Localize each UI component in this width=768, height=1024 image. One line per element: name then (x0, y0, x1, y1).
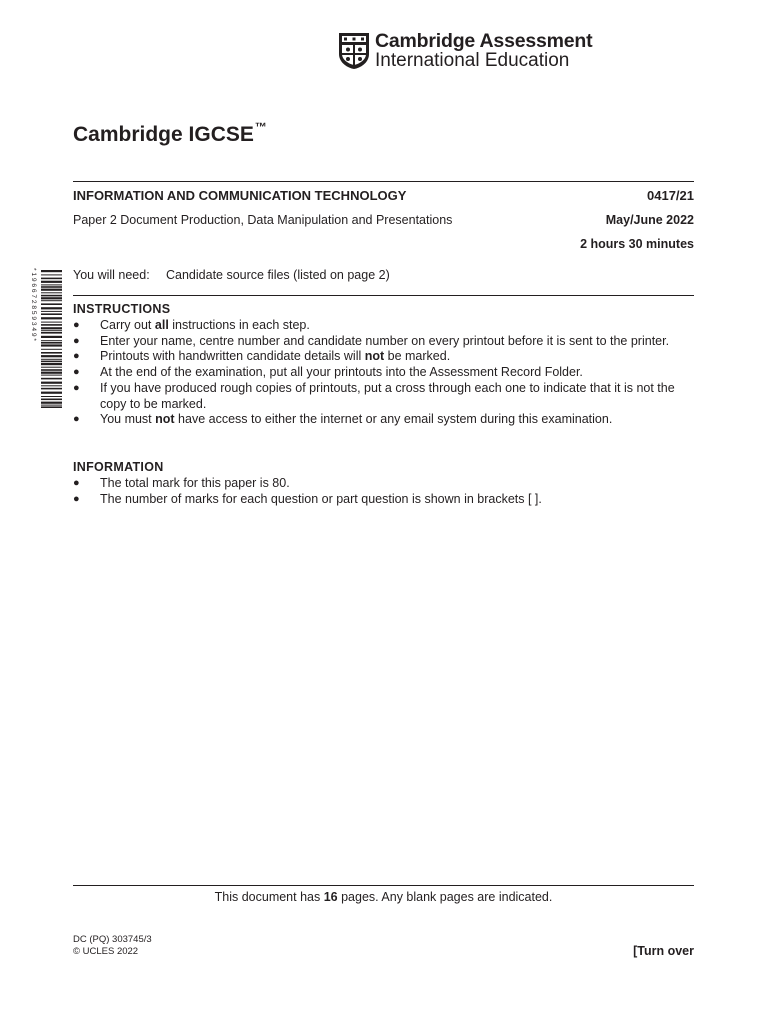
barcode-bar (41, 340, 62, 341)
barcode-bar (41, 405, 62, 406)
barcode-bar (41, 385, 62, 386)
exam-session: May/June 2022 (605, 213, 694, 227)
barcode-bar (41, 399, 62, 401)
barcode-bar (41, 342, 62, 344)
barcode-bar (41, 402, 62, 404)
information-item (73, 492, 698, 508)
bullet-icon: ● (73, 381, 80, 394)
instructions-item-text-end: have access to either the internet or any email system during this examination. (174, 412, 613, 427)
barcode-bar (41, 270, 62, 272)
requirements-label: You will need: (73, 268, 150, 282)
instructions-item (73, 349, 698, 365)
barcode-bar (41, 388, 62, 390)
barcode-bar (41, 311, 62, 312)
page-count-prefix: This document has (214, 890, 324, 904)
bullet-icon: ● (73, 334, 80, 347)
barcode-bar (41, 300, 62, 301)
barcode-bar (41, 392, 62, 394)
barcode-bar (41, 378, 62, 380)
barcode-bar (41, 361, 62, 363)
barcode-bar (41, 369, 62, 371)
instructions-item-text: Carry out (100, 318, 155, 332)
barcode-bar (41, 317, 62, 319)
barcode-bar (41, 367, 62, 368)
qualification-title (73, 122, 267, 147)
document-code: DC (PQ) 303745/3 (73, 934, 152, 945)
bullet-icon: ● (73, 413, 80, 426)
barcode-bar (41, 297, 62, 299)
information-item (73, 476, 698, 492)
logo-text-line2: International Education (375, 50, 570, 71)
barcode-bar (41, 313, 62, 315)
barcode-bar (41, 295, 62, 297)
barcode-bar (41, 284, 62, 285)
requirements-value: Candidate source files (listed on page 2) (166, 268, 390, 282)
instructions-item-text: You must (100, 412, 156, 427)
instructions-item-text-end: instructions in each step. (168, 318, 310, 332)
copyright-notice: © UCLES 2022 (73, 946, 139, 957)
instructions-item (73, 334, 698, 350)
information-item-text: The total mark for this paper is 80. (100, 476, 290, 490)
instructions-item-emphasis: all (154, 318, 169, 332)
barcode-bar (41, 330, 62, 331)
barcode-bar (41, 352, 62, 354)
page-count-suffix: pages. Any blank pages are indicated. (337, 890, 553, 904)
bullet-icon: ● (73, 319, 80, 331)
barcode-bar (41, 349, 62, 350)
barcode-bar (41, 307, 62, 309)
instructions-item-text: Printouts with handwritten candidate details will (100, 349, 365, 364)
barcode-bar (41, 278, 62, 280)
barcode-bar (41, 382, 62, 384)
information-heading: INFORMATION (73, 460, 164, 474)
barcode-bar (41, 286, 62, 288)
instructions-item (73, 412, 698, 428)
barcode-bar (41, 281, 62, 283)
instructions-item-text-end: be marked. (384, 349, 451, 364)
instructions-item-emphasis: not (364, 349, 385, 364)
instructions-item (73, 318, 698, 334)
cambridge-assessment-logo (338, 30, 593, 71)
bullet-icon: ● (73, 366, 80, 379)
page-count-number: 16 (323, 890, 338, 904)
barcode-bar (41, 292, 62, 293)
instructions-item (73, 365, 698, 381)
exam-duration: 2 hours 30 minutes (580, 237, 694, 251)
requirements-divider (73, 295, 694, 296)
instructions-item (73, 381, 698, 412)
barcode-bar (41, 303, 62, 305)
turn-over-label: [Turn over (633, 944, 694, 958)
barcode-bar (41, 363, 62, 365)
barcode-bar (41, 372, 62, 374)
barcode-bar (41, 396, 62, 397)
page-count-note (73, 890, 694, 904)
instructions-item-emphasis: not (155, 412, 175, 427)
paper-title: Paper 2 Document Production, Data Manipulation and Presentations (73, 213, 453, 227)
qualification-name: Cambridge IGCSE (73, 123, 254, 146)
subject-title: INFORMATION AND COMMUNICATION TECHNOLOGY (73, 188, 407, 203)
instructions-item-text: At the end of the examination, put all your printouts into the Assessment Record Folder. (100, 365, 583, 380)
barcode-bar (41, 324, 62, 326)
barcode-bar (41, 406, 62, 408)
information-item-text: The number of marks for each question or part question is shown in brackets [ ]. (100, 491, 542, 506)
bullet-icon: ● (73, 477, 80, 489)
instructions-list (73, 318, 698, 428)
bullet-icon: ● (73, 350, 80, 363)
barcode-bar (41, 274, 62, 275)
trademark-symbol: ™ (254, 120, 267, 134)
information-list (73, 476, 698, 507)
logo-text-line1: Cambridge Assessment (375, 30, 593, 52)
instructions-item-text: If you have produced rough copies of printouts, put a cross through each one to indicate that it is not the copy to be marked. (100, 380, 675, 411)
barcode-bar (41, 336, 62, 338)
barcode-bar (41, 355, 62, 357)
barcode-bar (41, 332, 62, 334)
header-divider (73, 181, 694, 182)
instructions-item-text: Enter your name, centre number and candidate number on every printout before it is sent to the printer. (100, 333, 670, 348)
candidate-barcode (29, 268, 63, 412)
barcode-bar (41, 322, 62, 323)
cambridge-shield-icon (338, 32, 370, 70)
bullet-icon: ● (73, 492, 80, 505)
paper-code: 0417/21 (647, 188, 694, 203)
instructions-heading: INSTRUCTIONS (73, 302, 171, 316)
barcode-bar (41, 289, 62, 291)
barcode-bar (41, 375, 62, 376)
barcode-bar (41, 344, 62, 346)
footer-divider (73, 885, 694, 886)
barcode-bar (41, 327, 62, 329)
barcode-bar (41, 359, 62, 360)
barcode-digits: * 1 9 6 6 7 2 8 5 9 3 4 9 * (30, 268, 37, 341)
